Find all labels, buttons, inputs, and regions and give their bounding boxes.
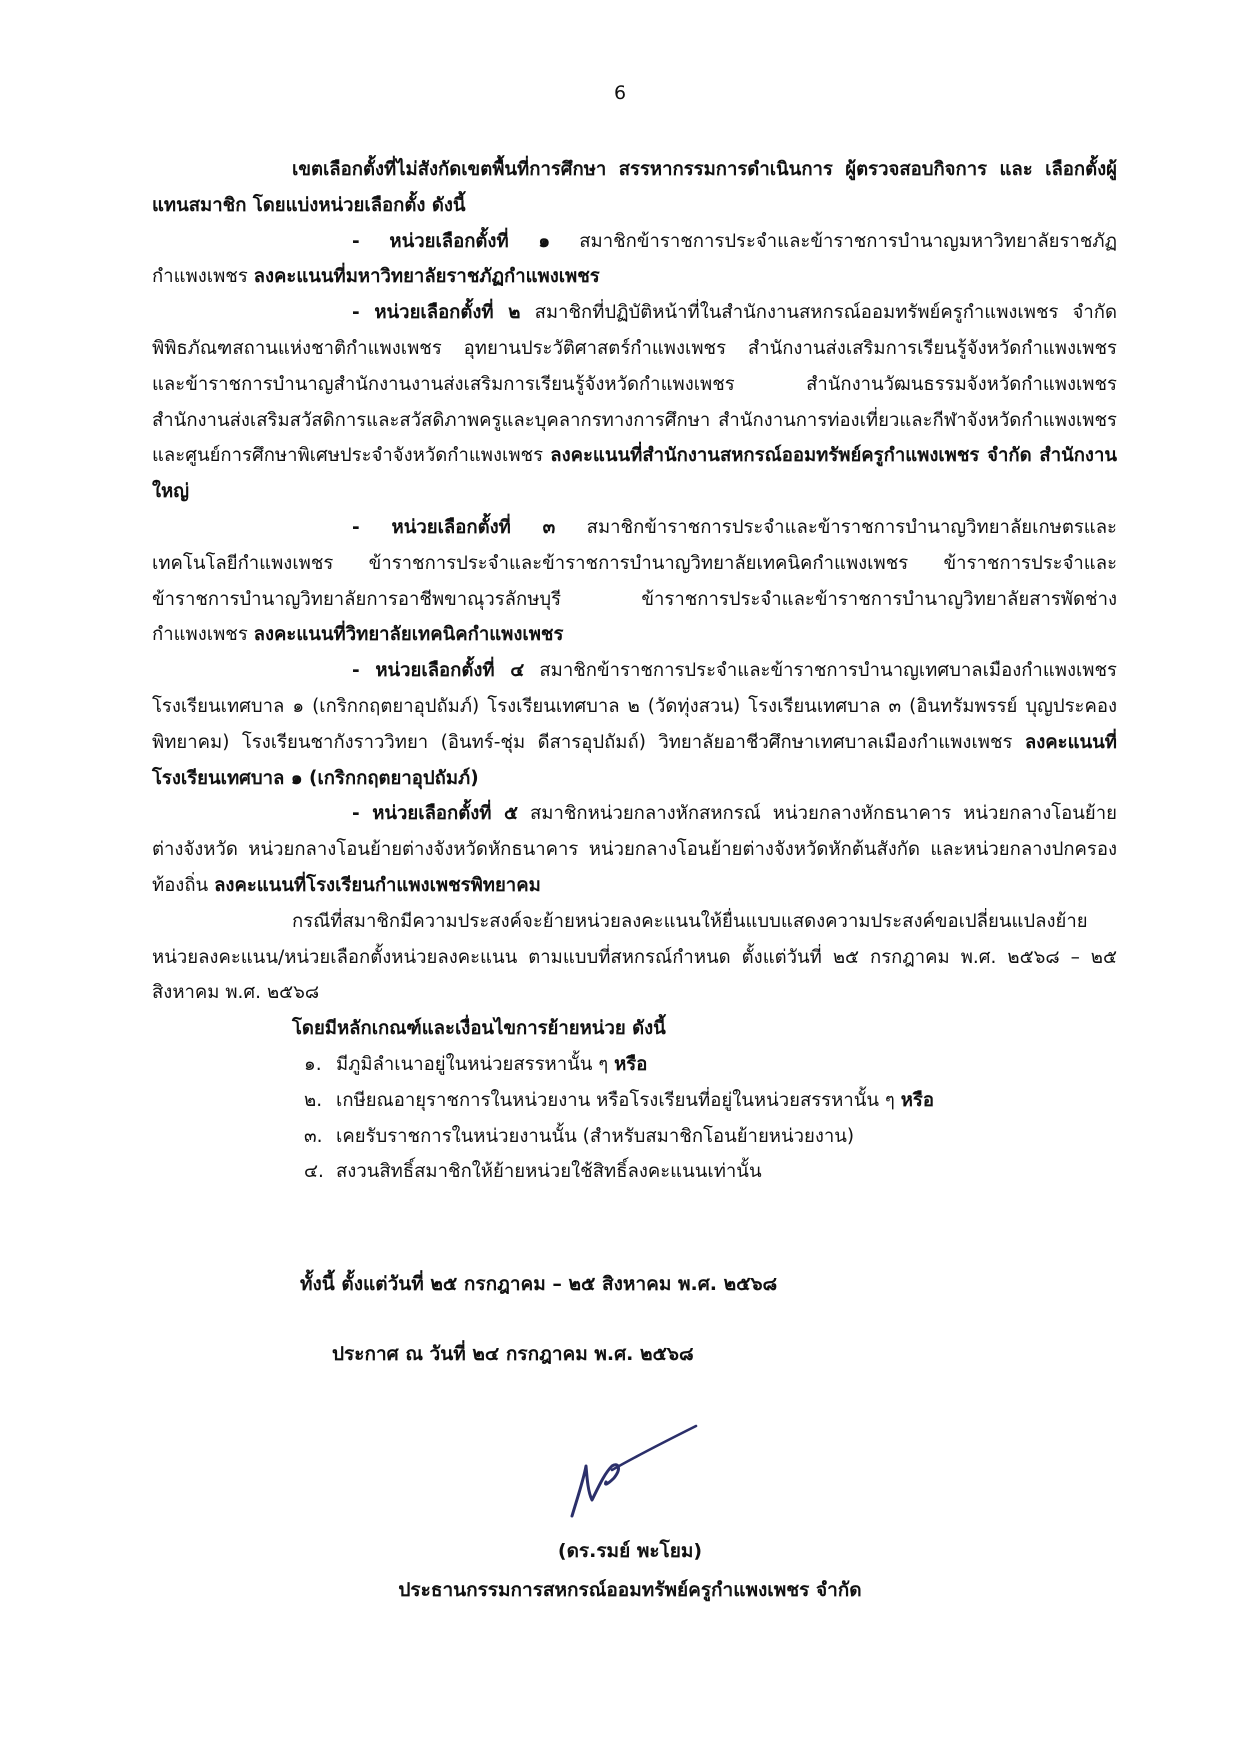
criteria-item bbox=[304, 1083, 1117, 1119]
criteria-item bbox=[304, 1154, 1117, 1190]
criteria-suffix: หรือ bbox=[614, 1053, 648, 1075]
unit-2-vote-place: ลงคะแนนที่สำนักงานสหกรณ์ออมทรัพย์ครูกำแพงเพชร จำกัด สำนักงานใหญ่ bbox=[152, 445, 1118, 503]
unit-5-label: - หน่วยเลือกตั้งที่ ๕ bbox=[352, 803, 519, 825]
signer-position: ประธานกรรมการสหกรณ์ออมทรัพย์ครูกำแพงเพชร จำกัด bbox=[398, 1579, 862, 1601]
document-body bbox=[152, 152, 1117, 1190]
criteria-text: มีภูมิลำเนาอยู่ในหน่วยสรรหานั้น ๆ bbox=[336, 1053, 615, 1075]
criteria-text: เคยรับราชการในหน่วยงานนั้น (สำหรับสมาชิกโอนย้ายหน่วยงาน) bbox=[336, 1125, 855, 1147]
unit-4-vote-place: ลงคะแนนที่โรงเรียนเทศบาล ๑ (เกริกกฤตยาอุปถัมภ์) bbox=[152, 731, 1117, 789]
page-number: 6 bbox=[613, 82, 627, 104]
criteria-suffix: หรือ bbox=[900, 1089, 934, 1111]
unit-5-paragraph bbox=[152, 796, 1117, 903]
unit-4-paragraph bbox=[152, 653, 1117, 796]
unit-3-label: - หน่วยเลือกตั้งที่ ๓ bbox=[352, 516, 556, 538]
signature-image bbox=[560, 1418, 710, 1528]
unit-3-paragraph bbox=[152, 510, 1117, 653]
unit-4-text: สมาชิกข้าราชการประจำและข้าราชการบำนาญเทศบาลเมืองกำแพงเพชร โรงเรียนเทศบาล ๑ (เกริกกฤตยาอุปถัมภ์) โรงเรียนเทศบาล ๒ (วัดทุ่งสวน) โรงเรียนเทศบาล ๓ (อินทรัมพรรย์ บุญประคองพิทยาคม) โรงเรียนชากังราววิทยา (อินทร์-ชุ่ม ดีสารอุปถัมถ์) วิทยาลัยอาชีวศึกษาเทศบาลเมืองกำแพงเพชร bbox=[152, 660, 1117, 753]
criteria-text: เกษียณอายุราชการในหน่วยงาน หรือโรงเรียนที่อยู่ในหน่วยสรรหานั้น ๆ bbox=[336, 1089, 901, 1111]
unit-2-paragraph bbox=[152, 295, 1117, 510]
intro-line-1: เขตเลือกตั้งที่ไม่สังกัดเขตพื้นที่การศึกษา สรรหากรรมการดำเนินการ ผู้ตรวจสอบกิจการ และ bbox=[292, 159, 1033, 180]
intro-paragraph bbox=[152, 152, 1117, 224]
announcement-date: ประกาศ ณ วันที่ ๒๔ กรกฎาคม พ.ศ. ๒๕๖๘ bbox=[332, 1343, 694, 1365]
unit-1-paragraph bbox=[152, 224, 1117, 296]
criteria-number: ๒. bbox=[304, 1089, 323, 1111]
criteria-number: ๔. bbox=[304, 1161, 324, 1183]
unit-1-vote-place: ลงคะแนนที่มหาวิทยาลัยราชภัฏกำแพงเพชร bbox=[253, 266, 600, 288]
unit-3-text: สมาชิกข้าราชการประจำและข้าราชการบำนาญวิทยาลัยเกษตรและเทคโนโลยีกำแพงเพชร ข้าราชการประจำและข้าราชการบำนาญวิทยาลัยเทคนิคกำแพงเพชร ข้าราชการประจำและข้าราชการบำนาญวิทยาลัยการอาชีพขาณุวรลักษบุรี ข้าราชการประจำและข้าราชการบำนาญวิทยาลัยสารพัดช่างกำแพงเพชร bbox=[152, 516, 1117, 646]
criteria-item bbox=[304, 1119, 1117, 1155]
intro-line-2: เลือกตั้งผู้แทนสมาชิก โดยแบ่งหน่วยเลือกตั้ง ดังนี้ bbox=[152, 159, 1117, 216]
criteria-item bbox=[304, 1047, 1117, 1083]
closing-statement: ทั้งนี้ ตั้งแต่วันที่ ๒๕ กรกฎาคม – ๒๕ สิงหาคม พ.ศ. ๒๕๖๘ bbox=[300, 1273, 778, 1295]
unit-5-text: สมาชิกหน่วยกลางหักสหกรณ์ หน่วยกลางหักธนาคาร หน่วยกลางโอนย้ายต่างจังหวัด หน่วยกลางโอนย้ายต่างจังหวัดหักธนาคาร หน่วยกลางโอนย้ายต่างจังหวัดหักต้นสังกัด และหน่วยกลางปกครองท้องถิ่น bbox=[152, 803, 1117, 896]
unit-3-vote-place: ลงคะแนนที่วิทยาลัยเทคนิคกำแพงเพชร bbox=[253, 624, 564, 646]
unit-5-vote-place: ลงคะแนนที่โรงเรียนกำแพงเพชรพิทยาคม bbox=[214, 874, 541, 896]
unit-1-label: - หน่วยเลือกตั้งที่ ๑ bbox=[352, 230, 551, 252]
signer-name: (ดร.รมย์ พะโยม) bbox=[557, 1540, 703, 1562]
criteria-text: สงวนสิทธิ์สมาชิกให้ย้ายหน่วยใช้สิทธิ์ลงคะแนนเท่านั้น bbox=[336, 1161, 762, 1183]
unit-2-text: สมาชิกที่ปฏิบัติหน้าที่ในสำนักงานสหกรณ์ออมทรัพย์ครูกำแพงเพชร จำกัด พิพิธภัณฑสถานแห่งชาติกำแพงเพชร อุทยานประวัติศาสตร์กำแพงเพชร สำนักงานส่งเสริมการเรียนรู้จังหวัดกำแพงเพชร และข้าราชการบำนาญสำนักงานงานส่งเสริมการเรียนรู้จังหวัดกำแพงเพชร สำนักงานวัฒนธรรมจังหวัดกำแพงเพชร สำนักงานส่งเสริมสวัสดิการและสวัสดิภาพครูและบุคลากรทางการศึกษา สำนักงานการท่องเที่ยวและกีฬาจังหวัดกำแพงเพชร และศูนย์การศึกษาพิเศษประจำจังหวัดกำแพงเพชร bbox=[152, 302, 1117, 467]
unit-1-text: สมาชิกข้าราชการประจำและข้าราชการบำนาญมหาวิทยาลัยราชภัฏกำแพงเพชร bbox=[152, 230, 1117, 288]
criteria-title: โดยมีหลักเกณฑ์และเงื่อนไขการย้ายหน่วย ดังนี้ bbox=[292, 1018, 666, 1040]
criteria-number: ๑. bbox=[304, 1053, 322, 1075]
transfer-paragraph: กรณีที่สมาชิกมีความประสงค์จะย้ายหน่วยลงคะแนนให้ยื่นแบบแสดงความประสงค์ขอเปลี่ยนแปลงย้ายหน่วยลงคะแนน/หน่วยเลือกตั้งหน่วยลงคะแนน ตามแบบที่สหกรณ์กำหนด ตั้งแต่วันที่ ๒๕ กรกฎาคม พ.ศ. ๒๕๖๘ – ๒๕ สิงหาคม พ.ศ. ๒๕๖๘ bbox=[152, 910, 1117, 1004]
unit-2-label: - หน่วยเลือกตั้งที่ ๒ bbox=[352, 302, 521, 324]
criteria-number: ๓. bbox=[304, 1125, 323, 1147]
unit-4-label: - หน่วยเลือกตั้งที่ ๔ bbox=[352, 660, 525, 682]
